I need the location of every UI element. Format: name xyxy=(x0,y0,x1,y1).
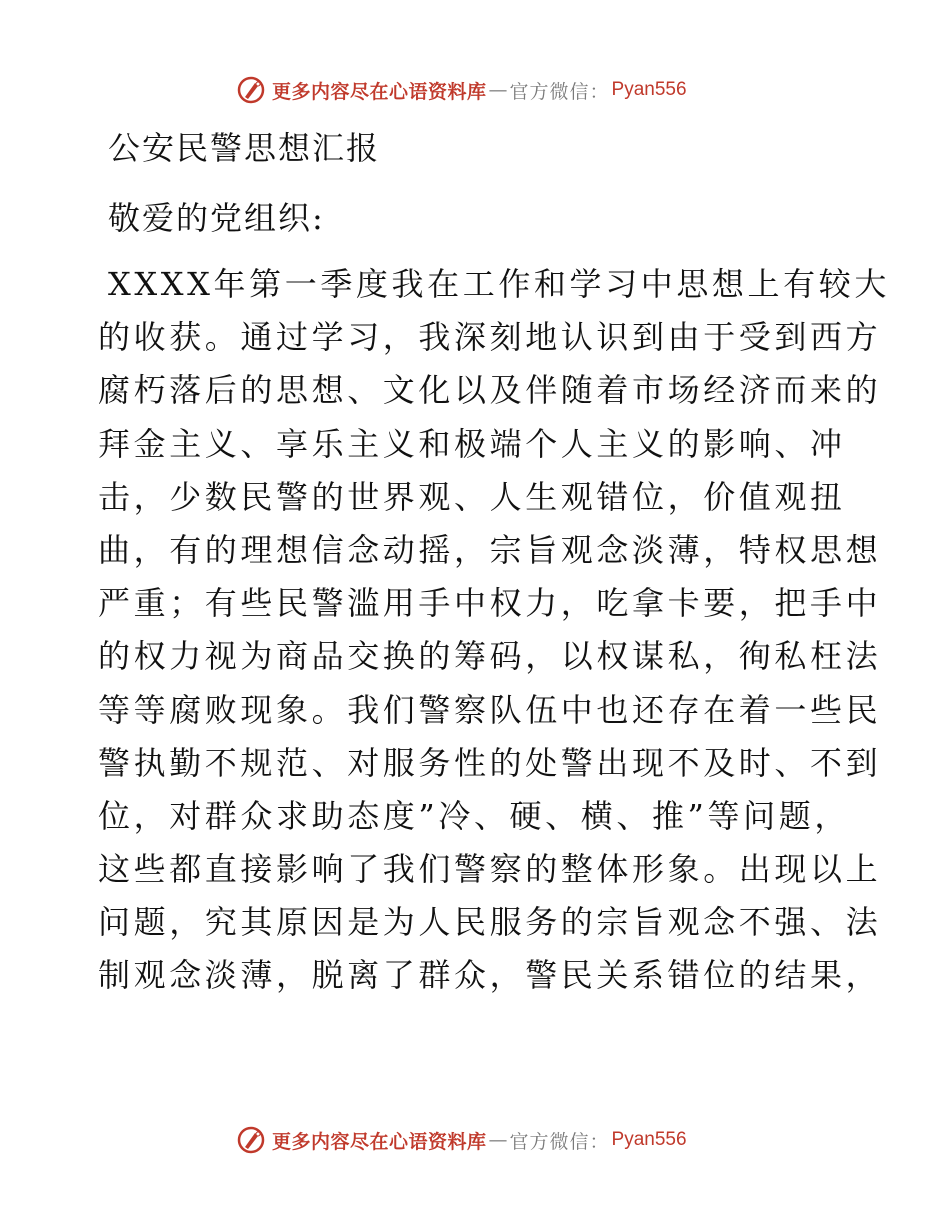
watermark-wechat-handle: Pyan556 xyxy=(611,1129,687,1150)
body-line: 这些都直接影响了我们警察的整体形象。出现以上 xyxy=(98,850,882,889)
body-line: 的收获。通过学习，我深刻地认识到由于受到西方 xyxy=(98,318,882,357)
body-line: 击，少数民警的世界观、人生观错位，价值观扭 xyxy=(98,477,846,516)
watermark-dash: — xyxy=(488,1129,508,1151)
body-line: 严重；有些民警滥用手中权力，吃拿卡要，把手中 xyxy=(98,584,882,623)
body-line: 的权力视为商品交换的筹码，以权谋私，徇私枉法 xyxy=(98,637,882,676)
body-line: 曲，有的理想信念动摇，宗旨观念淡薄，特权思想 xyxy=(98,530,882,569)
document-salutation: 敬爱的党组织: xyxy=(108,199,325,237)
pen-logo-icon xyxy=(236,75,266,105)
body-line: 警执勤不规范、对服务性的处警出现不及时、不到 xyxy=(98,743,882,782)
pen-logo-icon xyxy=(236,1125,266,1155)
watermark-wechat-label: 官方微信： xyxy=(509,80,610,103)
body-line: XXXX年第一季度我在工作和学习中思想上有较大 xyxy=(108,265,890,303)
watermark-wechat-handle: Pyan556 xyxy=(611,79,687,100)
body-line: 位，对群众求助态度”冷、硬、横、推”等问题， xyxy=(98,796,850,835)
watermark-main-text: 更多内容尽在心语资料库 xyxy=(272,80,487,103)
body-line: 拜金主义、享乐主义和极端个人主义的影响、冲 xyxy=(98,424,846,463)
body-line: 问题，究其原因是为人民服务的宗旨观念不强、法 xyxy=(98,903,882,942)
watermark-wechat-label: 官方微信： xyxy=(509,1130,610,1153)
document-page xyxy=(98,118,890,1003)
watermark-main-text: 更多内容尽在心语资料库 xyxy=(272,1130,487,1153)
document-body xyxy=(98,258,890,1003)
body-line: 制观念淡薄，脱离了群众，警民关系错位的结果， xyxy=(98,956,882,995)
document-title: 公安民警思想汇报 xyxy=(108,129,381,167)
footer-watermark-banner xyxy=(236,1122,687,1158)
header-watermark-banner xyxy=(236,72,687,108)
body-line: 等等腐败现象。我们警察队伍中也还存在着一些民 xyxy=(98,690,882,729)
body-line: 腐朽落后的思想、文化以及伴随着市场经济而来的 xyxy=(98,371,882,410)
watermark-dash: — xyxy=(488,79,508,101)
